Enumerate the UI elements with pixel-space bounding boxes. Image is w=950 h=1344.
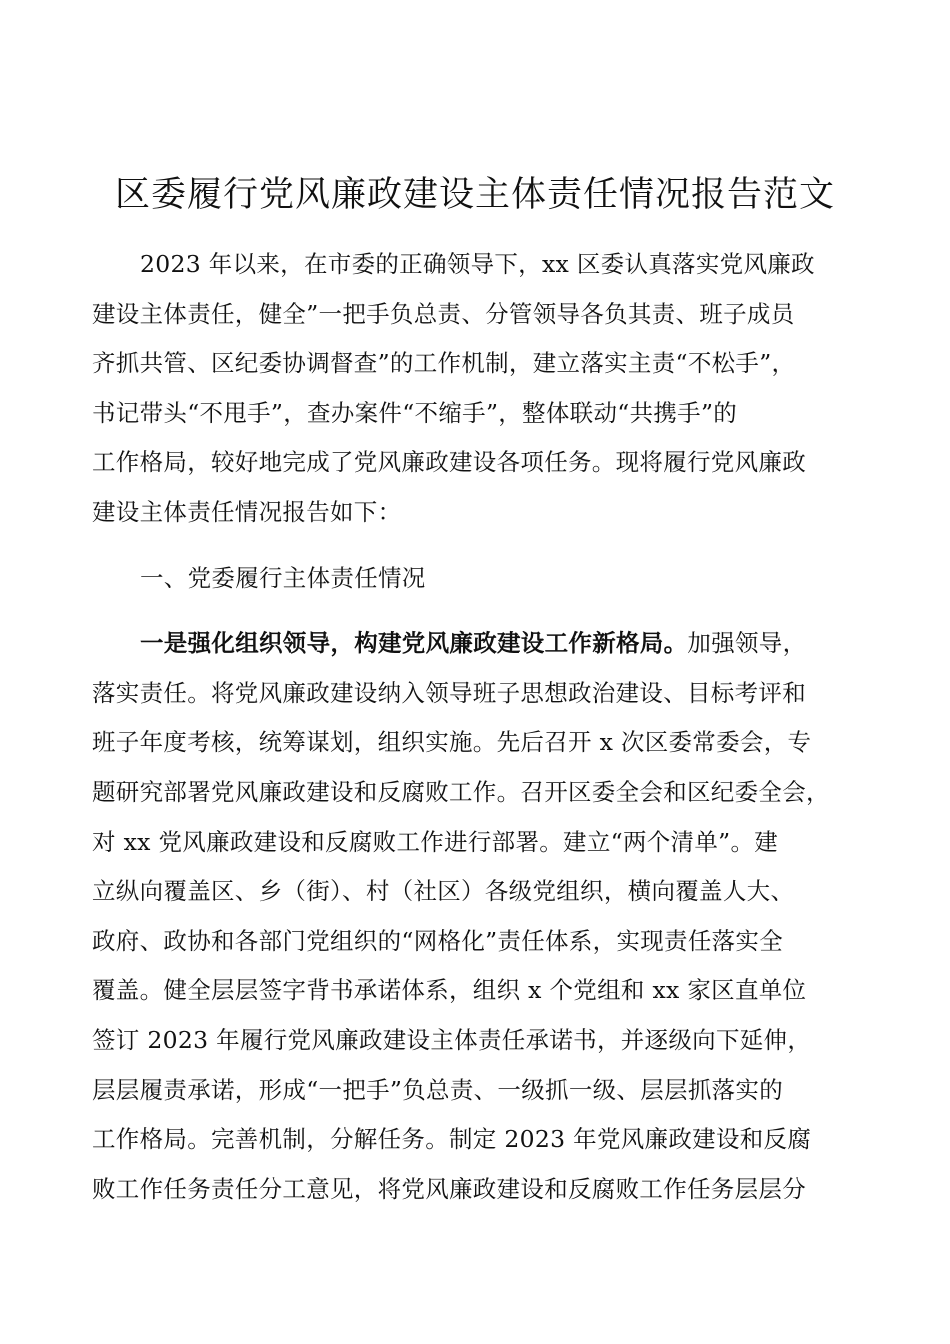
paragraph-1-line-4: 题研究部署党风廉政建设和反腐败工作。召开区委全会和区纪委全会， <box>92 777 830 806</box>
intro-line-4: 书记带头“不甩手”，查办案件“不缩手”，整体联动“共携手”的 <box>92 398 738 427</box>
paragraph-1-line-7: 政府、政协和各部门党组织的“网格化”责任体系，实现责任落实全 <box>92 926 784 955</box>
document-body <box>92 240 882 1214</box>
intro-line-2: 建设主体责任，健全”一把手负总责、分管领导各负其责、班子成员 <box>92 299 795 328</box>
paragraph-1-line-10: 层层履责承诺，形成“一把手”负总责、一级抓一级、层层抓落实的 <box>92 1075 784 1104</box>
paragraph-1-line-12: 败工作任务责任分工意见，将党风廉政建设和反腐败工作任务层层分 <box>92 1174 806 1203</box>
intro-line-6: 建设主体责任情况报告如下： <box>92 497 402 526</box>
paragraph-1-line-9: 签订 2023 年履行党风廉政建设主体责任承诺书，并逐级向下延伸， <box>92 1025 812 1054</box>
paragraph-1-line-11: 工作格局。完善机制，分解任务。制定 2023 年党风廉政建设和反腐 <box>92 1125 812 1154</box>
paragraph-1-first-line-rest: 加强领导， <box>687 629 807 658</box>
intro-line-1: 2023 年以来，在市委的正确领导下，xx 区委认真落实党风廉政 <box>140 250 815 278</box>
intro-line-3: 齐抓共管、区纪委协调督查”的工作机制，建立落实主责“不松手”， <box>92 349 796 378</box>
intro-line-5: 工作格局，较好地完成了党风廉政建设各项任务。现将履行党风廉政 <box>92 448 806 477</box>
paragraph-1-line-3: 班子年度考核，统筹谋划，组织实施。先后召开 x 次区委常委会，专 <box>92 728 812 757</box>
paragraph-1-line-8: 覆盖。健全层层签字背书承诺体系，组织 x 个党组和 xx 家区直单位 <box>92 976 807 1005</box>
paragraph-1-line-2: 落实责任。将党风廉政建设纳入领导班子思想政治建设、目标考评和 <box>92 678 806 707</box>
document-title: 区委履行党风廉政建设主体责任情况报告范文 <box>114 175 835 215</box>
paragraph-1-line-5: 对 xx 党风廉政建设和反腐败工作进行部署。建立“两个清单”。建 <box>92 827 779 856</box>
paragraph-1-line-6: 立纵向覆盖区、乡（街）、村（社区）各级党组织，横向覆盖人大、 <box>92 877 795 906</box>
paragraph-1-bold-lead: 一是强化组织领导，构建党风廉政建设工作新格局。 <box>140 629 688 658</box>
paragraph-1-line-1 <box>92 619 882 669</box>
section-heading: 一、党委履行主体责任情况 <box>140 563 426 592</box>
